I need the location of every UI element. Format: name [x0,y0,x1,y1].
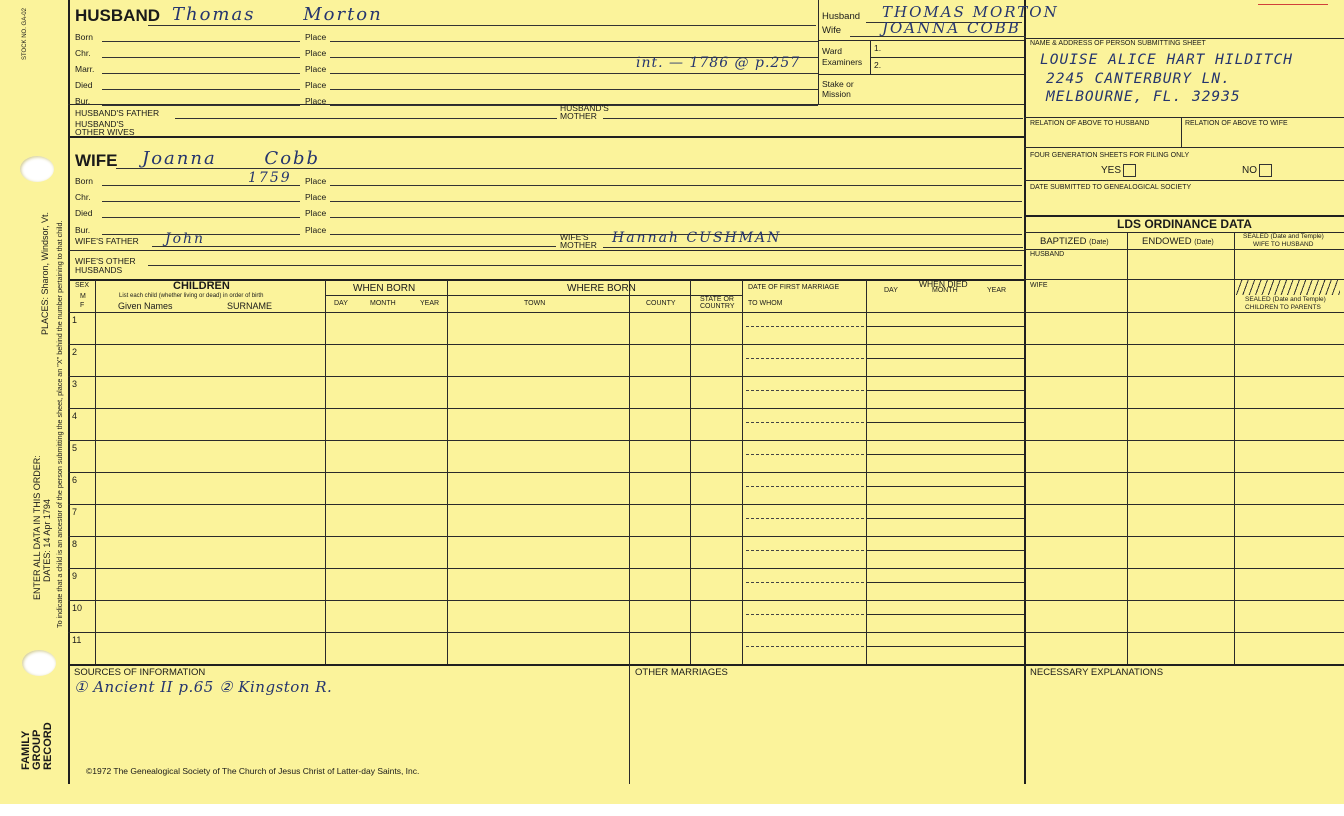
child-row-number: 7 [72,507,78,517]
husband-row-line [102,89,300,90]
red-mark [1258,4,1328,5]
wife-place-label: Place [305,192,327,202]
form-title: FAMILY GROUP RECORD [20,722,54,770]
death-line [866,646,1024,647]
no-checkbox[interactable] [1242,164,1272,177]
marriage-dash-line [746,454,864,455]
wife-place-line [330,217,1022,218]
submitter-line-3: MELBOURNE, FL. 32935 [1046,89,1241,105]
marriage-dash-line [746,518,864,519]
wife-row-label: Chr. [75,192,91,202]
died-month-label: MONTH [932,287,958,294]
wife-row-line [102,217,300,218]
death-line [866,550,1024,551]
hatched-area [1236,280,1340,295]
when-born-label: WHEN BORN [353,283,416,294]
lds-sealed-2: WIFE TO HUSBAND [1253,241,1314,248]
child-row-number: 4 [72,411,78,421]
no-box[interactable] [1259,164,1272,177]
header-wife-label: Wife [822,25,841,36]
row-divider [68,600,1344,601]
margin-dates: DATES: 14 Apr 1794 [42,499,52,582]
husband-place-label: Place [305,32,327,42]
to-whom-label: TO WHOM [748,300,783,307]
lds-title: LDS ORDINANCE DATA [1117,217,1252,231]
row-divider [68,472,1344,473]
marriage-dash-line [746,358,864,359]
child-row-number: 2 [72,347,78,357]
row-divider [68,408,1344,409]
lds-wife-label: WIFE [1030,282,1048,289]
submitter-label: NAME & ADDRESS OF PERSON SUBMITTING SHEET [1030,40,1206,47]
husbands-other-wives-label-1: HUSBAND'S [75,119,124,129]
death-line [866,326,1024,327]
husband-row-line [102,105,300,106]
wifes-other-husbands-label-2: HUSBANDS [75,265,123,275]
sex-f: F [80,302,85,309]
header-wife-value: JOANNA COBB [882,19,1021,37]
marriage-dash-line [746,582,864,583]
husband-place-label: Place [305,80,327,90]
margin-places: PLACES: Sharon, Windsor, Vt. [40,211,50,335]
state-label-2: COUNTRY [700,303,735,310]
husband-place-line [330,89,818,90]
examiner-1: 1. [874,43,882,53]
child-row-number: 1 [72,315,78,325]
sex-m: M [80,293,86,300]
born-day-label: DAY [334,300,348,307]
wife-place-label: Place [305,208,327,218]
husband-row-line [102,41,300,42]
county-label: COUNTY [646,300,676,307]
yes-checkbox[interactable] [1101,164,1136,177]
no-label: NO [1242,165,1257,177]
death-line [866,422,1024,423]
wifes-father-label: WIFE'S FATHER [75,236,139,246]
wifes-mother-label-1: WIFE'S [560,232,589,242]
marriage-dash-line [746,422,864,423]
died-year-label: YEAR [987,287,1007,294]
child-row-number: 11 [72,635,82,645]
row-divider [68,568,1344,569]
relation-to-wife-label: RELATION OF ABOVE TO WIFE [1185,120,1288,127]
mission-label: Mission [822,89,851,99]
husband-place-label: Place [305,64,327,74]
marriage-dash-line [746,326,864,327]
sources-value: ① Ancient II p.65 ② Kingston R. [74,678,333,696]
husbands-father-label: HUSBAND'S FATHER [75,108,160,118]
child-row-number: 3 [72,379,78,389]
wife-heading: WIFE [75,151,118,170]
died-day-label: DAY [884,287,898,294]
wife-place-label: Place [305,176,327,186]
header-box-left [818,0,819,104]
given-names-label: Given Names [118,301,173,311]
lds-sealed-1: SEALED (Date and Temple) [1243,233,1324,240]
header-husband-label: Husband [822,11,861,22]
first-marriage-label: DATE OF FIRST MARRIAGE [748,284,840,291]
margin-enter-order: ENTER ALL DATA IN THIS ORDER: [32,455,42,600]
wife-name: Joanna Cobb [142,148,321,169]
row-divider [68,632,1344,633]
wifes-mother-label-2: MOTHER [560,240,597,250]
wifes-other-husbands-label-1: WIFE'S OTHER [75,256,136,266]
husband-row-line [102,57,300,58]
husbands-mother-label-2: MOTHER [560,111,597,121]
yes-box[interactable] [1123,164,1136,177]
child-row-number: 8 [72,539,78,549]
husband-place-line [330,41,818,42]
submitter-line-2: 2245 CANTERBURY LN. [1046,71,1231,87]
husband-row-label: Bur. [75,96,91,106]
four-generation-label: FOUR GENERATION SHEETS FOR FILING ONLY [1030,152,1190,159]
lds-husband-label: HUSBAND [1030,251,1065,258]
row-divider [68,504,1344,505]
born-year-label: YEAR [420,300,440,307]
frame-left [68,0,70,784]
husband-place-label: Place [305,96,327,106]
death-line [866,358,1024,359]
lds-sealed-children-1: SEALED (Date and Temple) [1245,296,1326,303]
row-divider [68,376,1344,377]
marriage-dash-line [746,486,864,487]
wifes-father-value: John [165,231,206,247]
town-label: TOWN [524,300,546,307]
ward-label: Ward [822,46,842,56]
lds-sealed-children-2: CHILDREN TO PARENTS [1245,304,1321,311]
state-label-1: STATE OR [700,296,734,303]
margin-instruction: To indicate that a child is an ancestor of the person submitting the sheet, place an "X" behind the number pertaining to that child. [55,220,64,628]
husband-row-line [102,73,300,74]
yes-label: YES [1101,165,1122,177]
punch-hole-top [20,156,54,182]
husband-row-label: Marr. [75,64,95,74]
surname-label: SURNAME [227,301,273,311]
wife-row-label: Bur. [75,225,91,235]
born-month-label: MONTH [370,300,396,307]
husband-heading: HUSBAND [75,6,160,25]
other-marriages-label: OTHER MARRIAGES [635,667,728,678]
death-line [866,518,1024,519]
marriage-dash-line [746,390,864,391]
wife-row-line [102,201,300,202]
marriage-dash-line [746,646,864,647]
punch-hole-bottom [22,650,56,676]
child-row-number: 9 [72,571,78,581]
wife-place-line [330,201,1022,202]
when-died-label: WHEN DIED [919,279,968,289]
submitter-line-1: LOUISE ALICE HART HILDITCH [1040,52,1293,68]
children-title: CHILDREN [173,280,230,292]
examiners-label: Examiners [822,57,863,67]
wife-place-label: Place [305,225,327,235]
child-row-number: 5 [72,443,78,453]
relation-to-husband-label: RELATION OF ABOVE TO HUSBAND [1030,120,1150,127]
row-divider [68,536,1344,537]
copyright: ©1972 The Genealogical Society of The Church of Jesus Christ of Latter-day Saints, Inc. [86,766,420,776]
where-born-label: WHERE BORN [567,283,636,294]
lds-endowed: ENDOWED (Date) [1142,236,1214,247]
marriage-dash-line [746,614,864,615]
husband-place-label: Place [305,48,327,58]
husband-name: Thomas Morton [172,4,383,25]
husband-place-line [330,73,818,74]
wife-born-year: 1759 [248,170,292,186]
husband-row-label: Born [75,32,93,42]
husband-row-label: Chr. [75,48,91,58]
lds-baptized: BAPTIZED (Date) [1040,236,1109,247]
examiner-2: 2. [874,60,882,70]
death-line [866,614,1024,615]
sex-label: SEX [75,282,90,289]
child-row-number: 6 [72,475,78,485]
date-submitted-label: DATE SUBMITTED TO GENEALOGICAL SOCIETY [1030,184,1192,191]
death-line [866,454,1024,455]
wife-row-label: Born [75,176,93,186]
row-divider [68,440,1344,441]
wife-row-label: Died [75,208,93,218]
death-line [866,486,1024,487]
wifes-mother-value: Hannah CUSHMAN [612,230,782,246]
death-line [866,390,1024,391]
sources-label: SOURCES OF INFORMATION [74,667,206,678]
header-husband-value: THOMAS MORTON [882,3,1059,21]
marriage-dash-line [746,550,864,551]
necessary-explanations-label: NECESSARY EXPLANATIONS [1030,667,1164,678]
children-instruction: List each child (whether living or dead) in order of birth [119,293,264,299]
husband-marriage-note: int. — 1786 @ p.257 [636,55,801,71]
husbands-other-wives-label-2: OTHER WIVES [75,127,135,137]
row-divider [68,344,1344,345]
wife-place-line [330,185,1022,186]
stock-number: STOCK NO. GA-02 [22,8,28,60]
child-row-number: 10 [72,603,83,613]
husband-row-label: Died [75,80,93,90]
husbands-mother-label-1: HUSBAND'S [560,103,609,113]
death-line [866,582,1024,583]
stake-label: Stake or [822,79,854,89]
